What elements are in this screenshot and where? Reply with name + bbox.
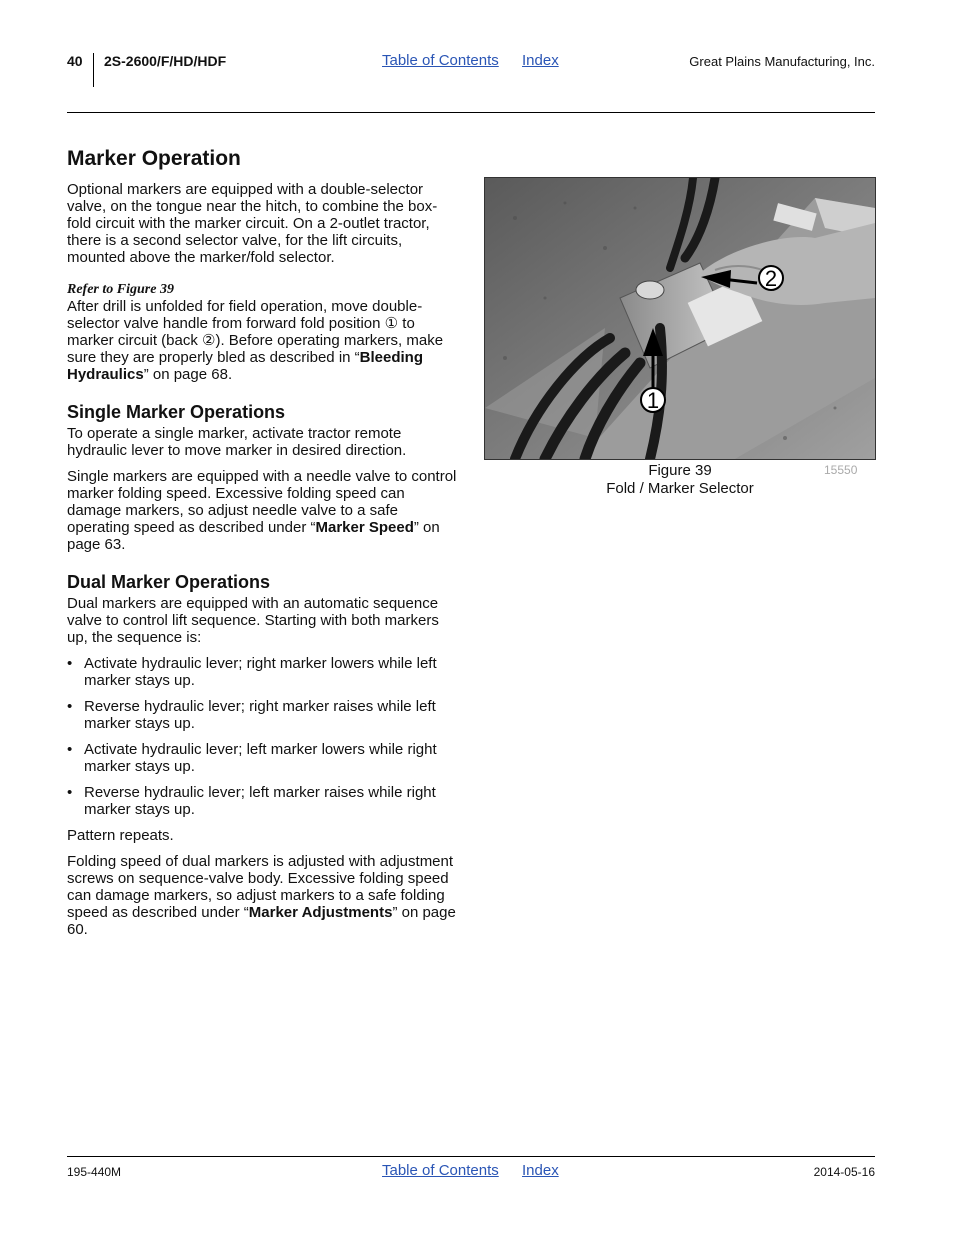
figure-39-photo [484, 177, 876, 460]
company-name: Great Plains Manufacturing, Inc. [689, 54, 875, 69]
marker-adjustments-ref: Marker Adjustments [248, 904, 393, 921]
valve-photo-illustration [485, 178, 875, 459]
figure-reference: Refer to Figure 39 [67, 282, 174, 297]
header-toc-link[interactable]: Table of Contents [382, 52, 499, 69]
section-title: Marker Operation [67, 147, 241, 170]
footer-toc-link[interactable]: Table of Contents [382, 1162, 499, 1179]
list-item: • Activate hydraulic lever; left marker lowers while right marker stays up. [67, 741, 459, 775]
list-item: • Reverse hydraulic lever; right marker raises while left marker stays up. [67, 698, 459, 732]
figure-caption-title: Fold / Marker Selector [606, 480, 754, 497]
list-item: • Activate hydraulic lever; right marker lowers while left marker stays up. [67, 655, 459, 689]
footer-rule [67, 1156, 875, 1157]
revision-date: 2014-05-16 [813, 1165, 875, 1179]
dual-marker-heading: Dual Marker Operations [67, 572, 271, 592]
image-number: 15550 [824, 463, 858, 477]
figure-caption-number: Figure 39 [648, 462, 712, 479]
single-marker-heading: Single Marker Operations [67, 402, 286, 422]
callout-1-label: 1 [646, 388, 660, 413]
footer-index-link[interactable]: Index [522, 1162, 559, 1179]
model-title: 2S-2600/F/HD/HDF [104, 53, 227, 69]
single-paragraph-1: To operate a single marker, activate tractor remote hydraulic lever to move marker in desired direction. [67, 425, 407, 459]
sequence-list [67, 655, 459, 818]
pattern-paragraph: Pattern repeats. [67, 827, 174, 844]
page-number: 40 [67, 53, 83, 69]
bleeding-hydraulics-ref: Bleeding Hydraulics [67, 349, 423, 383]
figure-caption [484, 462, 876, 498]
header-index-link[interactable]: Index [522, 52, 559, 69]
document-number: 195-440M [67, 1165, 122, 1179]
main-column [67, 146, 459, 947]
callout-2-label: 2 [764, 266, 778, 291]
dual-paragraph-2: Folding speed of dual markers is adjusted with adjustment screws on sequence-valve body. Excessive folding speed can damage markers, so adjust markers to a safe folding speed as described under “Marker Adjustments” on page 60. [67, 853, 456, 938]
marker-speed-ref: Marker Speed [315, 519, 414, 536]
intro-paragraph: Optional markers are equipped with a double-selector valve, on the tongue near the hitch, to combine the box-fold circuit with the marker circuit. On a 2-outlet tractor, there is a second selector valve, for the lift circuits, mounted above the marker/fold selector. [67, 181, 438, 266]
list-item: • Reverse hydraulic lever; left marker raises while right marker stays up. [67, 784, 459, 818]
single-paragraph-2: Single markers are equipped with a needle valve to control marker folding speed. Excessive folding speed can damage markers, so adjust needle valve to a safe operating speed as described under “Marker Speed” on page 63. [67, 468, 457, 553]
dual-paragraph-1: Dual markers are equipped with an automatic sequence valve to control lift sequence. Starting with both markers up, the sequence is: [67, 595, 439, 646]
header-rule [67, 112, 875, 113]
header-divider [93, 53, 94, 87]
unfold-paragraph: After drill is unfolded for field operation, move double-selector valve handle from forward fold position ① to marker circuit (back ②). Before operating markers, make sure they are properly bled as described in “Bleeding Hydraulics” on page 68. [67, 298, 444, 383]
